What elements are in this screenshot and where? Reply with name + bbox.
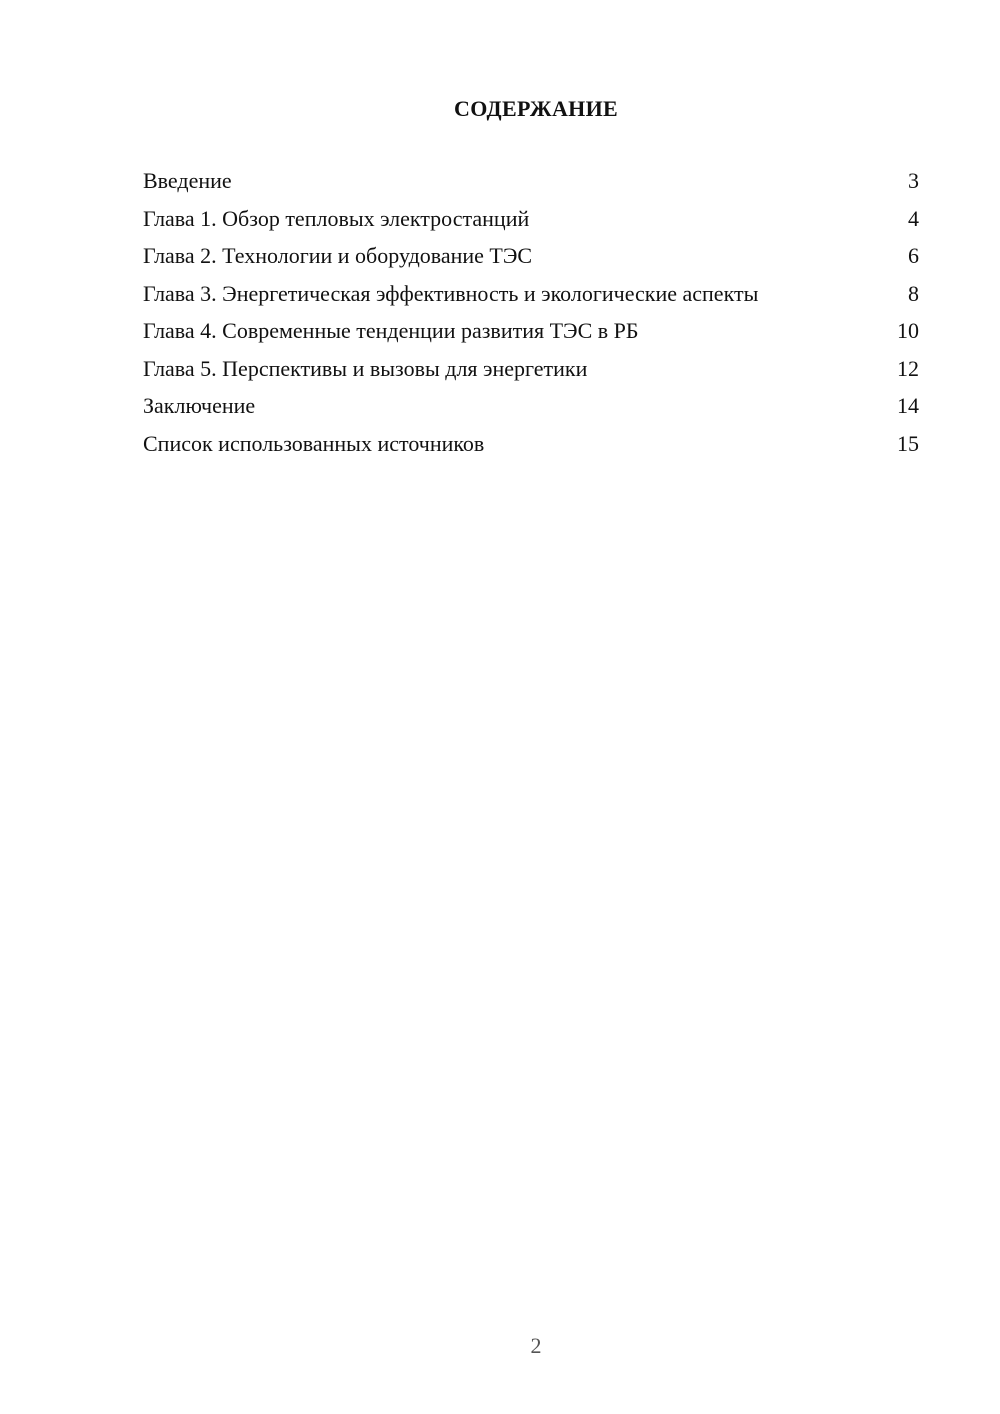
toc-entry-chapter-5[interactable]	[143, 356, 919, 382]
toc-entry-references[interactable]	[143, 431, 919, 457]
toc-entry-page: 15	[897, 430, 919, 456]
toc-entry-page: 8	[908, 280, 919, 306]
toc-entry-label: Заключение	[143, 393, 256, 418]
page-number: 2	[530, 1333, 542, 1358]
toc-entry-conclusion[interactable]	[143, 393, 919, 419]
toc-entry-introduction[interactable]	[143, 168, 919, 194]
toc-entry-page: 6	[908, 243, 919, 268]
toc-entry-page: 10	[897, 318, 919, 343]
toc-entry-label: Глава 5. Перспективы и вызовы для энергетики	[143, 355, 588, 381]
toc-entry-label: Глава 4. Современные тенденции развития ТЭС в РБ	[143, 318, 639, 343]
table-of-contents	[143, 168, 919, 468]
toc-entry-label: Введение	[143, 168, 232, 193]
toc-entry-chapter-1[interactable]	[143, 206, 919, 232]
toc-entry-page: 14	[897, 393, 919, 418]
toc-entry-chapter-4[interactable]	[143, 318, 919, 344]
toc-entry-label: Глава 1. Обзор тепловых электростанций	[143, 205, 530, 231]
toc-entry-chapter-3[interactable]	[143, 281, 919, 307]
toc-entry-label: Глава 3. Энергетическая эффективность и экологические аспекты	[143, 280, 759, 306]
toc-entry-page: 12	[897, 355, 919, 381]
toc-entry-chapter-2[interactable]	[143, 243, 919, 269]
toc-entry-page: 3	[908, 168, 919, 193]
toc-entry-label: Глава 2. Технологии и оборудование ТЭС	[143, 243, 533, 268]
toc-entry-page: 4	[908, 205, 919, 231]
toc-entry-label: Список использованных источников	[143, 430, 485, 456]
toc-title: СОДЕРЖАНИЕ	[454, 96, 618, 121]
